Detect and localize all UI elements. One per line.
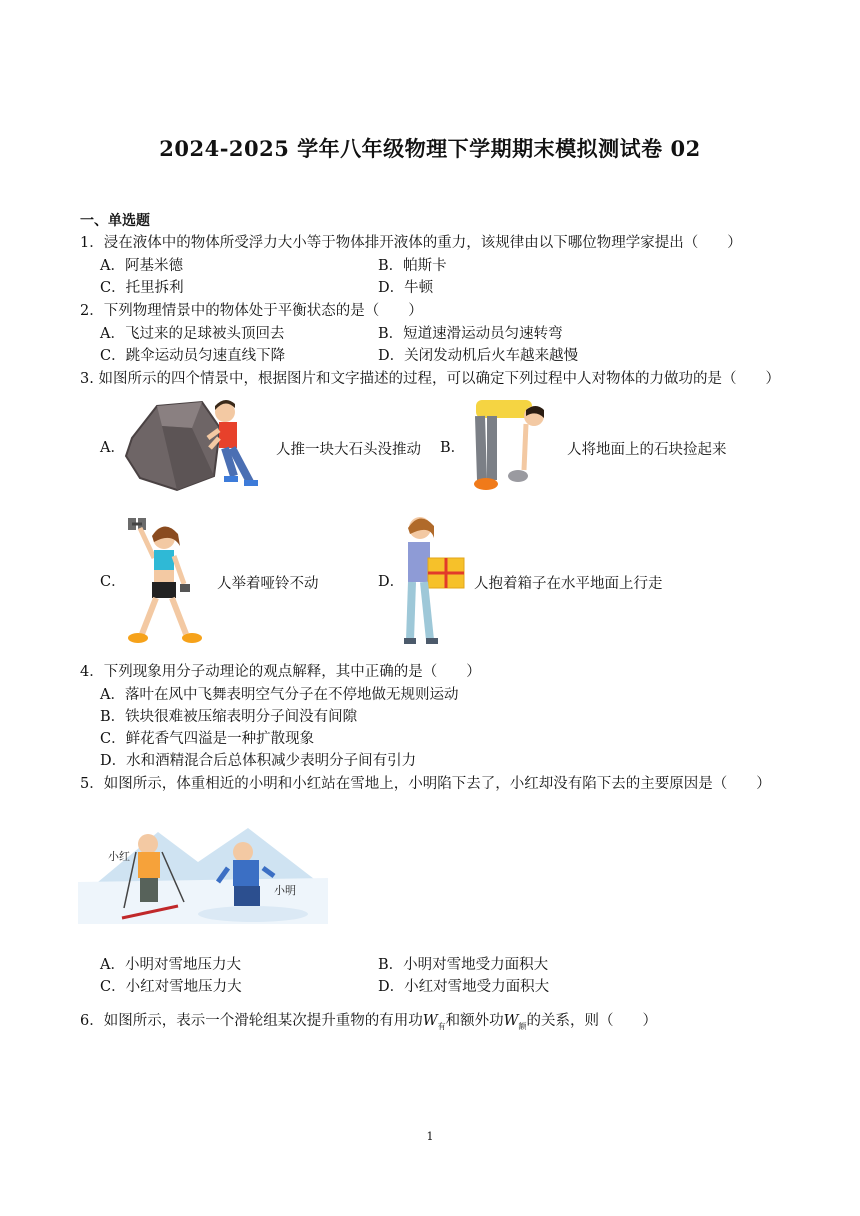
fig-label-xiaoming: 小明 [274,884,296,897]
question-4-stem: 4．下列现象用分子动理论的观点解释，其中正确的是（ ） [80,664,481,680]
bending-pick-up-illustration [466,396,556,494]
question-5-stem: 5．如图所示，体重相近的小明和小红站在雪地上，小明陷下去了，小红却没有陷下去的主要原因是（ ） [80,776,771,792]
q5-option-b: B．小明对雪地受力面积大 [378,957,549,973]
section-heading: 一、单选题 [80,213,150,229]
boulder-push-illustration [122,398,270,493]
q5-option-a: A．小明对雪地压力大 [100,957,241,973]
q4-option-b: B．铁块很难被压缩表明分子间没有间隙 [100,709,358,725]
fig-label-xiaohong: 小红 [108,850,130,863]
q4-option-c: C．鲜花香气四溢是一种扩散现象 [100,731,315,747]
q2-option-c: C．跳伞运动员匀速直线下降 [100,348,286,364]
snow-scene-illustration [78,822,328,924]
question-1-stem: 1．浸在液体中的物体所受浮力大小等于物体排开液体的重力，该规律由以下哪位物理学家提出（ ） [80,235,742,251]
q2-option-d: D．关闭发动机后火车越来越慢 [378,348,579,364]
question-3-stem: 3. 如图所示的四个情景中，根据图片和文字描述的过程，可以确定下列过程中人对物体的力做功的是（ ） [80,371,780,387]
document-title: 2024-2025 学年八年级物理下学期期末模拟测试卷 02 [159,136,701,161]
q3-option-d-caption: 人抱着箱子在水平地面上行走 [474,576,663,592]
q1-option-a: A．阿基米德 [100,258,183,274]
q3-option-c-label: C． [100,574,126,590]
q3-option-d-label: D． [378,574,405,590]
q3-option-b-caption: 人将地面上的石块捡起来 [567,442,727,458]
question-6-stem: 6．如图所示，表示一个滑轮组某次提升重物的有用功$W_有$和额外功$W_额$的关系，则（ ） [80,1013,658,1031]
question-2-stem: 2．下列物理情景中的物体处于平衡状态的是（ ） [80,303,423,319]
page-number: 1 [426,1130,434,1143]
dumbbell-lift-illustration [124,514,208,648]
q1-option-c: C．托里拆利 [100,280,184,296]
carry-box-illustration [400,512,470,650]
q3-option-a-caption: 人推一块大石头没推动 [276,442,421,458]
q2-option-a: A．飞过来的足球被头顶回去 [100,326,285,342]
q3-option-a-label: A． [100,440,125,456]
q4-option-d: D．水和酒精混合后总体积减少表明分子间有引力 [100,753,417,769]
q4-option-a: A．落叶在风中飞舞表明空气分子在不停地做无规则运动 [100,687,459,703]
q3-option-c-caption: 人举着哑铃不动 [217,576,319,592]
q5-option-c: C．小红对雪地压力大 [100,979,242,995]
q3-option-b-label: B． [440,440,466,456]
q1-option-d: D．牛顿 [378,280,434,296]
q1-option-b: B．帕斯卡 [378,258,447,274]
q5-option-d: D．小红对雪地受力面积大 [378,979,550,995]
q2-option-b: B．短道速滑运动员匀速转弯 [378,326,563,342]
